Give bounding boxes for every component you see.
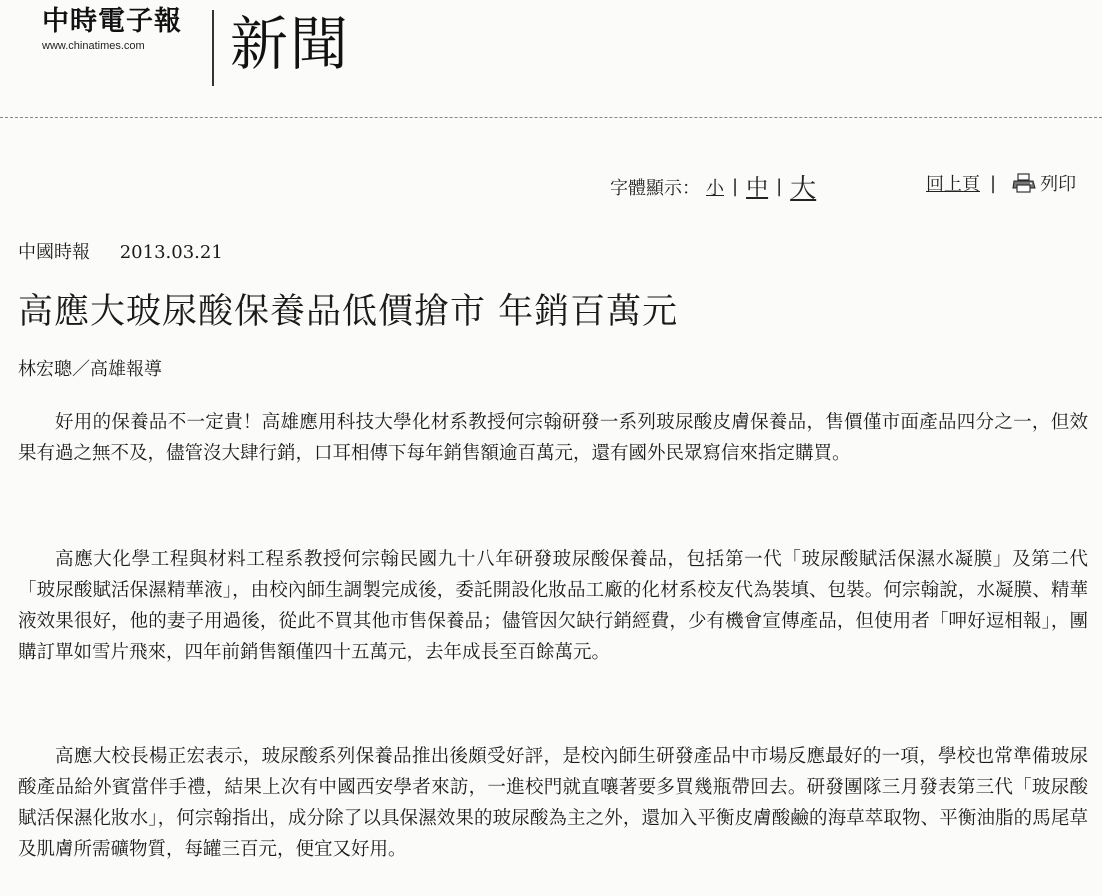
font-size-small-link[interactable]: 小 [706, 177, 724, 199]
site-logo[interactable] [42, 6, 182, 52]
logo-name: 中時電子報 [42, 6, 182, 37]
font-size-medium-link[interactable]: 中 [746, 176, 769, 201]
logo-divider [212, 10, 214, 86]
section-title: 新聞 [230, 10, 351, 78]
font-size-label: 字體顯示： [610, 177, 700, 199]
article-byline: 林宏聰／高雄報導 [18, 359, 162, 380]
printer-icon[interactable] [1012, 173, 1036, 193]
article-title: 高應大玻尿酸保養品低價搶市 年銷百萬元 [18, 292, 679, 332]
article-meta [18, 238, 223, 264]
article-paragraph: 好用的保養品不一定貴！高雄應用科技大學化材系教授何宗翰研發一系列玻尿酸皮膚保養品，售價僅市面產品四分之一，但效果有過之無不及，儘管沒大肆行銷，口耳相傳下每年銷售額逾百萬元，還有國外民眾寫信來指定購買。 [18, 412, 1088, 464]
article-paragraph: 高應大化學工程與材料工程系教授何宗翰民國九十八年研發玻尿酸保養品，包括第一代「玻尿酸賦活保濕水凝膜」及第二代「玻尿酸賦活保濕精華液」，由校內師生調製完成後，委託開設化妝品工廠的化材系校友代為裝填、包裝。何宗翰說，水凝膜、精華液效果很好，他的妻子用過後，從此不買其他市售保養品；儘管因欠缺行銷經費，少有機會宣傳產品，但使用者「呷好逗相報」，團購訂單如雪片飛來，四年前銷售額僅四十五萬元，去年成長至百餘萬元。 [18, 549, 1088, 663]
font-size-large-link[interactable]: 大 [790, 174, 817, 204]
header-divider [0, 117, 1102, 118]
article-source: 中國時報 [18, 242, 90, 263]
article-paragraph: 高應大校長楊正宏表示，玻尿酸系列保養品推出後頗受好評，是校內師生研發產品中市場反應最好的一項，學校也常準備玻尿酸產品給外賓當伴手禮，結果上次有中國西安學者來訪，一進校門就直嚷著要多買幾瓶帶回去。研發團隊三月發表第三代「玻尿酸賦活保濕化妝水」，何宗翰指出，成分除了以具保濕效果的玻尿酸為主之外，還加入平衡皮膚酸鹼的海草萃取物、平衡油脂的馬尾草及肌膚所需礦物質，每罐三百元，便宜又好用。 [18, 746, 1088, 860]
font-size-toolbar [610, 168, 822, 205]
back-link[interactable]: 回上頁 [926, 174, 980, 195]
separator: | [776, 176, 783, 197]
article-date: 2013.03.21 [119, 242, 223, 263]
logo-url: www.chinatimes.com [42, 40, 145, 52]
separator: | [732, 176, 739, 197]
print-link[interactable]: 列印 [1040, 174, 1077, 195]
separator: | [990, 172, 997, 194]
page-tools [926, 170, 1076, 196]
